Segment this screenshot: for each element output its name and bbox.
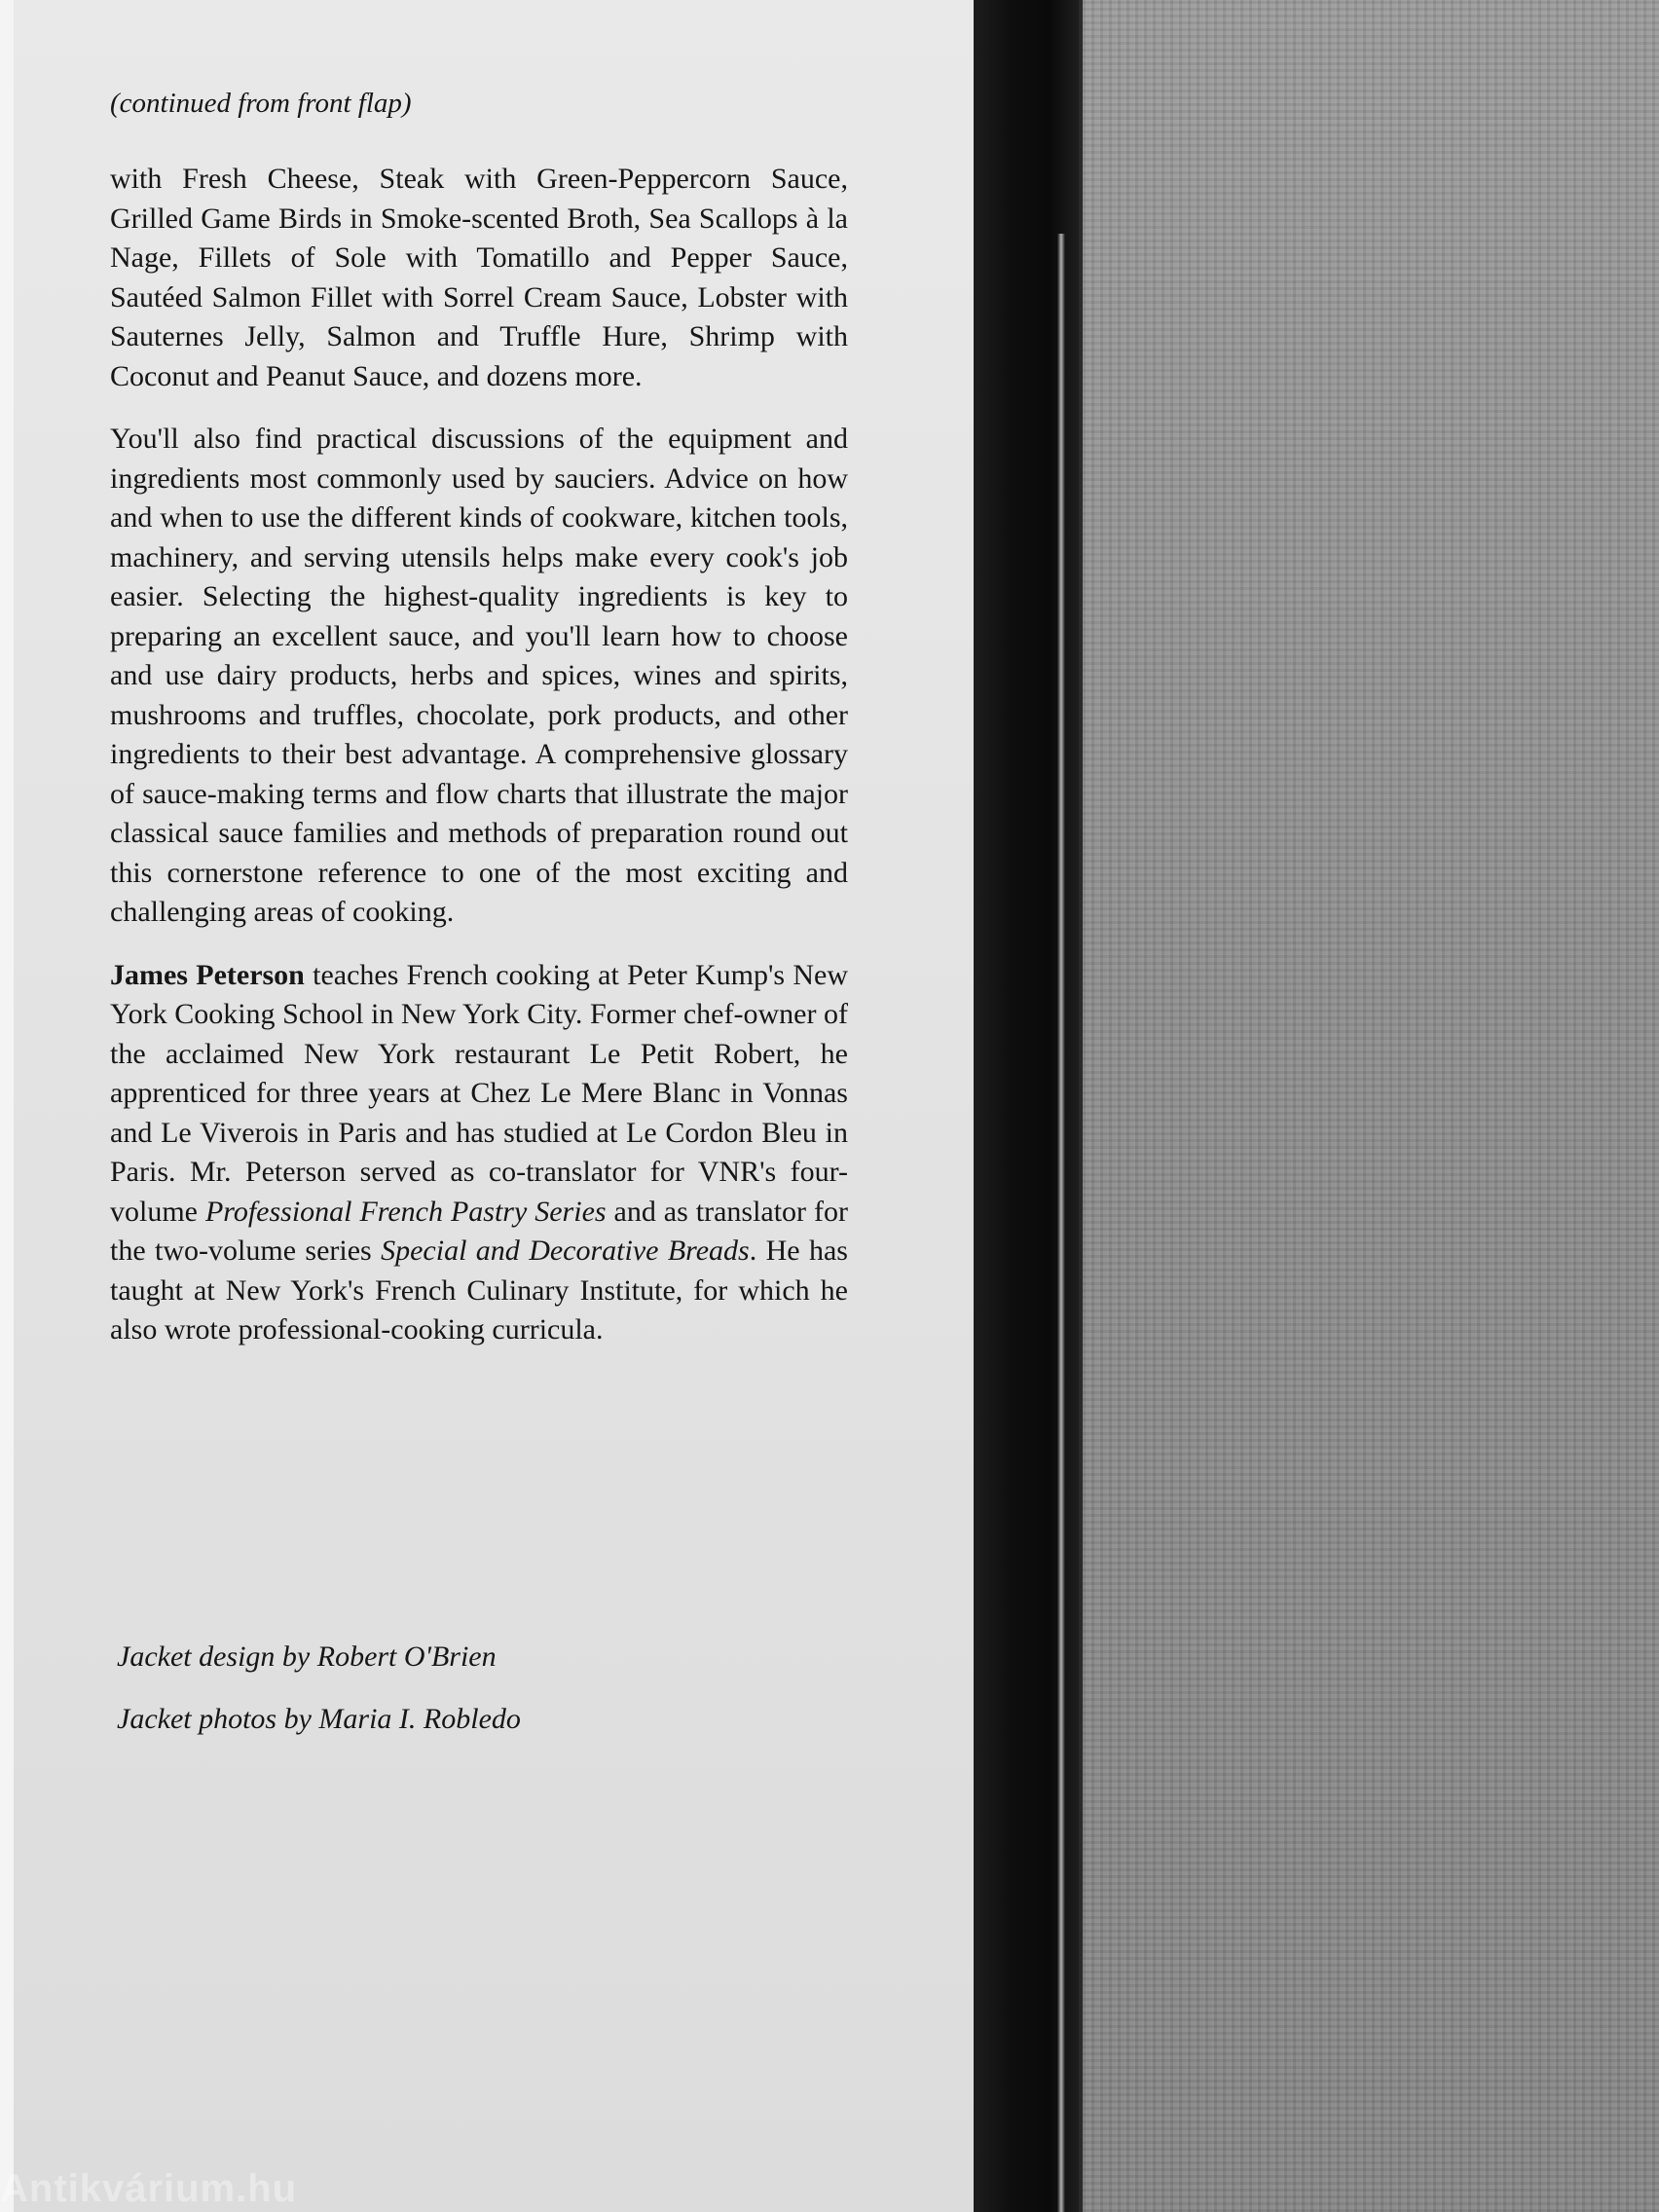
bio-text-part1: teaches French cooking at Peter Kump's New York Cooking School in New York City. Former chef-owner of the acclaimed New York restaurant Le Petit Robert, he apprenticed for three years at Chez Le Mere Blanc in Vonnas and Le Viverois in Paris and has studied at Le Cordon Bleu in Paris. Mr. Peterson served as co-translator for VNR's four-volume	[110, 958, 848, 1228]
spine-edge	[1079, 0, 1083, 2212]
recipe-list-paragraph: with Fresh Cheese, Steak with Green-Peppercorn Sauce, Grilled Game Birds in Smoke-scented Broth, Sea Scallops à la Nage, Fillets of Sole with Tomatillo and Pepper Sauce, Sautéed Salmon Fillet with Sorrel Cream Sauce, Lobster with Sauternes Jelly, Salmon and Truffle Hure, Shrimp with Coconut and Peanut Sauce, and dozens more.	[110, 163, 848, 392]
author-bio	[110, 956, 848, 1350]
author-name: James Peterson	[110, 958, 305, 991]
series-title-pastry: Professional French Pastry Series	[204, 1195, 607, 1228]
watermark: Antikvárium.hu	[0, 2167, 298, 2210]
spine-highlight	[1057, 234, 1065, 2212]
background-surface	[1081, 0, 1659, 2212]
bio-text-part3: . He has taught at New York's French Culinary Institute, for which he also wrote professional-cooking curricula.	[110, 1235, 848, 1346]
flap-text	[110, 86, 848, 1350]
book-spine	[974, 0, 1083, 2212]
bio-text-part2: and as translator for the two-volume series	[110, 1195, 848, 1267]
series-title-breads: Special and Decorative Breads	[381, 1235, 750, 1267]
page-edge	[0, 0, 14, 2212]
photo-credit: Jacket photos by Maria I. Robledo	[117, 1703, 521, 1735]
design-credit: Jacket design by Robert O'Brien	[117, 1641, 497, 1673]
continued-label: (continued from front flap)	[110, 88, 412, 119]
equipment-paragraph: You'll also find practical discussions of the equipment and ingredients most commonly used by sauciers. Advice on how and when to use the different kinds of cookware, kitchen tools, machinery, and serving utensils helps make every cook's job easier. Selecting the highest-quality ingredients is key to preparing an excellent sauce, and you'll learn how to choose and use dairy products, herbs and spices, wines and spirits, mushrooms and truffles, chocolate, pork products, and other ingredients to their best advantage. A comprehensive glossary of sauce-making terms and flow charts that illustrate the major classical sauce families and methods of preparation round out this cornerstone reference to one of the most exciting and challenging areas of cooking.	[110, 423, 848, 928]
jacket-credits	[117, 1638, 521, 1762]
